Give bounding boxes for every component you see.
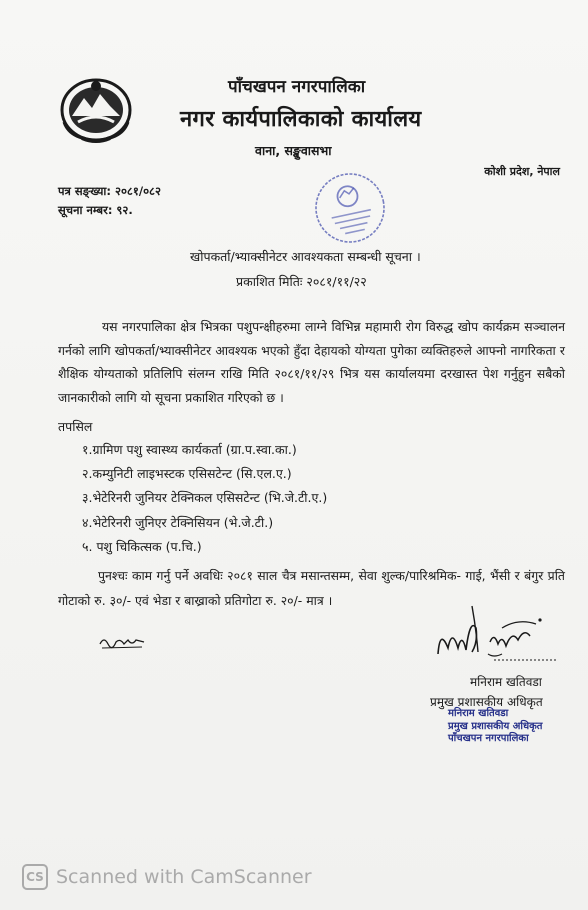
signatory-title: प्रमुख प्रशासकीय अधिकृत — [430, 695, 543, 709]
nepal-emblem-icon — [58, 72, 134, 144]
list-item: ४.भेटेरिनरी जुनिएर टेक्निसियन (भे.जे.टी.) — [82, 515, 274, 530]
list-heading: तपसिल — [58, 419, 93, 434]
office-address: वाना, सङ्खुवासभा — [255, 143, 332, 158]
list-item: ३.भेटेरिनरी जुनियर टेक्निकल एसिसटेन्ट (भि.जे.टी.ए.) — [82, 490, 328, 505]
notice-number: सूचना नम्बर: ९२. — [58, 203, 133, 217]
province-label: कोशी प्रदेश, नेपाल — [484, 165, 560, 178]
list-item: ५. पशु चिकित्सक (प.चि.) — [82, 539, 202, 554]
camscanner-watermark — [22, 864, 312, 890]
handwritten-signature-icon — [432, 598, 562, 664]
office-stamp-icon — [312, 170, 388, 246]
list-item: २.कम्युनिटी लाइभस्टक एसिसटेन्ट (सि.एल.ए.) — [82, 466, 292, 481]
notice-body: यस नगरपालिका क्षेत्र भित्रका पशुपन्क्षीहरुमा लाग्ने विभिन्न महामारी रोग विरुद्ध खोप कार्यक्रम सञ्चालन गर्नको लागि खोपकर्ता/भ्याक्सीनेटर आवश्यक भएको हुँदा देहायको योग्यता पुगेका व्यक्तिहरुले आफ्नो नागरिकता र शैक्षिक योग्यताको प्रतिलिपि संलग्न राखि मिति २०८१/११/२९ भित्र यस कार्यालयमा दरखास्त पेश गर्नुहुन सबैको जानकारीको लागि यो सूचना प्रकाशित गरिएको छ । — [58, 319, 565, 405]
signatory-name: मनिराम खतिवडा — [470, 675, 542, 689]
signatory-seal — [448, 708, 542, 746]
published-date: प्रकाशित मितिः २०८१/११/२२ — [236, 274, 367, 289]
list-item: १.ग्रामिण पशु स्वास्थ्य कार्यकर्ता (ग्रा.प.स्वा.का.) — [82, 442, 297, 457]
camscanner-logo-icon: CS — [22, 864, 48, 890]
seal-line: पाँचखपन नगरपालिका — [448, 733, 529, 744]
postscript-note: पुनश्चः काम गर्नु पर्ने अवधिः २०८१ साल चैत्र मसान्तसम्म, सेवा शुल्क/पारिश्रमिक- गाई, भैंसी र बंगुर प्रति गोटाको रु. ३०/- एवं भेडा र बाख्राको प्रतिगोटा रु. २०/- मात्र । — [58, 568, 565, 608]
seal-line: मनिराम खतिवडा — [448, 708, 509, 719]
municipality-name: पाँचखपन नगरपालिका — [228, 77, 366, 97]
initials-signature-icon — [98, 632, 148, 652]
letter-number: पत्र सङ्ख्या: २०८१/०८२ — [58, 184, 162, 198]
notice-subject: खोपकर्ता/भ्याक्सीनेटर आवश्यकता सम्बन्धी सूचना । — [190, 249, 421, 264]
seal-line: प्रमुख प्रशासकीय अधिकृत — [448, 720, 543, 732]
watermark-text: Scanned with CamScanner — [56, 866, 312, 888]
office-title: नगर कार्यपालिकाको कार्यालय — [180, 107, 422, 132]
